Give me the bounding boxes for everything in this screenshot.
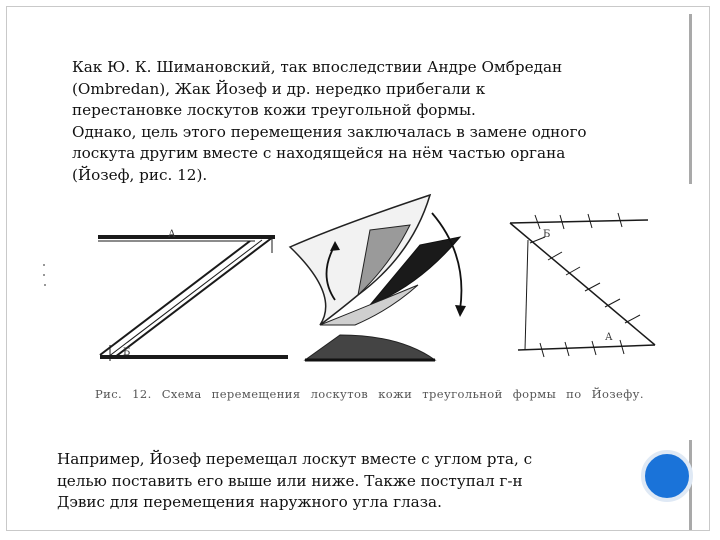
label-a-left: А — [168, 229, 176, 240]
label-b-left: Б — [123, 347, 131, 358]
body-text-top: Как Ю. К. Шимановский, так впоследствии Андре Омбредан (Ombredan), Жак Йозеф и др. нередко прибегали к перестановке лоскутов кожи треугольной формы. Однако, цель этого перемещения заключалась в замене одного лоскута другим вместе с находящейся на нём частью органа (Йозеф, рис. 12). — [72, 58, 587, 184]
label-b-right: Б — [543, 229, 551, 240]
z-shape-left — [98, 237, 288, 361]
z-shape-right-sutured — [510, 213, 655, 357]
top-right-accent-bar — [689, 14, 692, 184]
figure-caption: Рис. 12. Схема перемещения лоскутов кожи треугольной формы по Йозефу. — [95, 387, 644, 401]
body-text-bottom: Например, Йозеф перемещал лоскут вместе с углом рта, с целью поставить его выше или ниже. Также поступал г-н Дэвис для перемещения наружного угла глаза. — [57, 450, 533, 511]
label-a-right: А — [605, 332, 613, 343]
flap-rotation-middle — [290, 195, 466, 360]
scan-artifacts — [43, 264, 46, 286]
decorative-blue-circle — [641, 450, 693, 502]
